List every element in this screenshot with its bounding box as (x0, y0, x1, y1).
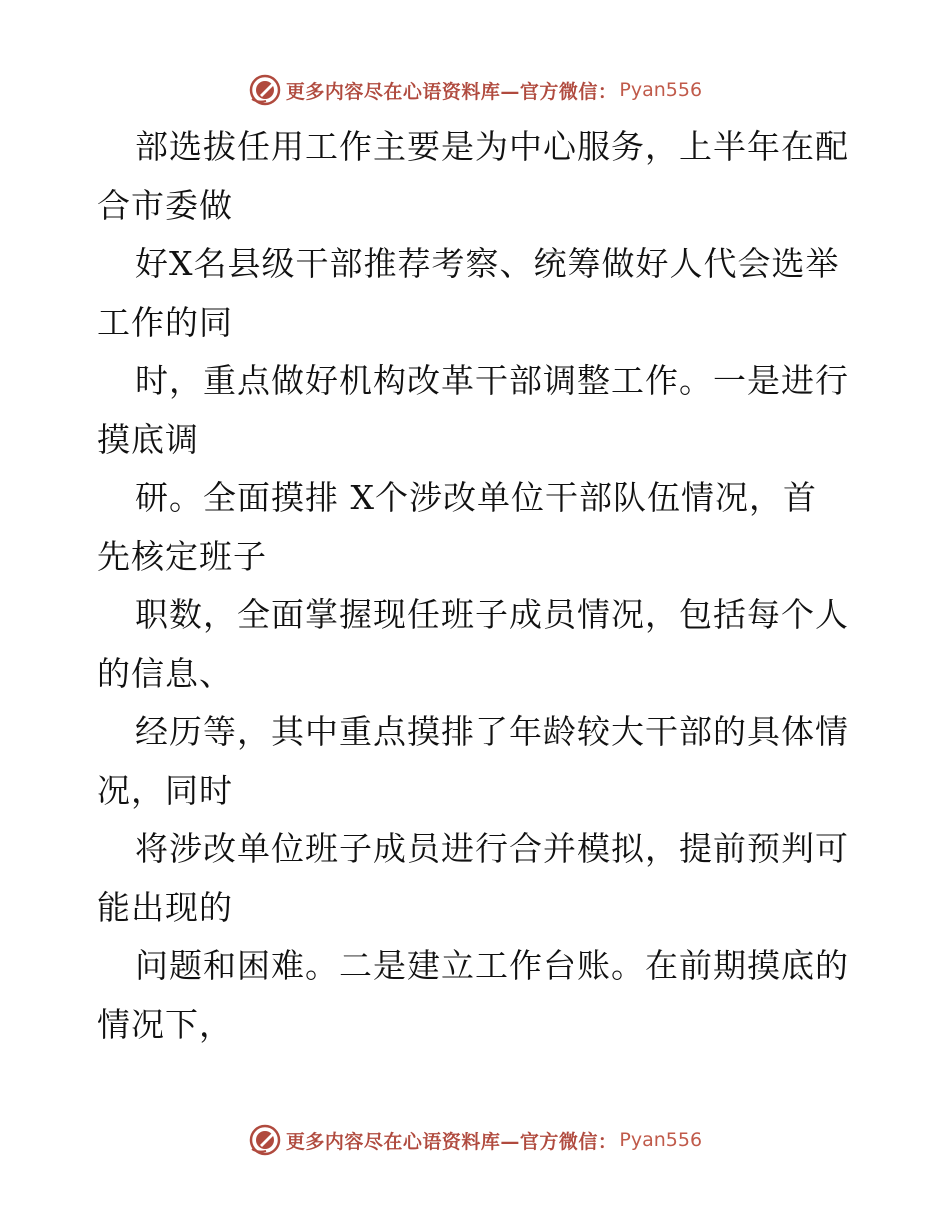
text-line: 经历等，其中重点摸排了年龄较大干部的具体情 (135, 712, 849, 751)
text-line: 部选拔任用工作主要是为中心服务，上半年在配 (135, 127, 849, 166)
pen-seal-logo-icon (248, 73, 282, 107)
text-line: 摸底调 (97, 419, 199, 459)
text-line: 况，同时 (97, 770, 233, 810)
pen-seal-logo-icon (248, 1123, 282, 1157)
text-line: 时，重点做好机构改革干部调整工作。一是进行 (135, 361, 849, 400)
header-text: 更多内容尽在心语资料库—官方微信： (285, 80, 618, 103)
header-banner (0, 70, 950, 110)
text-line: 职数，全面掌握现任班子成员情况，包括每个人 (135, 595, 849, 634)
footer-account: Pyan556 (619, 1129, 703, 1151)
text-line: 好X名县级干部推荐考察、统筹做好人代会选举 (135, 244, 840, 283)
text-line: 先核定班子 (97, 536, 267, 576)
text-line: 合市委做 (97, 185, 233, 225)
footer-text: 更多内容尽在心语资料库—官方微信： (285, 1130, 618, 1153)
text-line: 能出现的 (97, 887, 233, 927)
header-account: Pyan556 (619, 79, 703, 101)
text-line: 问题和困难。二是建立工作台账。在前期摸底的 (135, 946, 849, 985)
document-body (97, 118, 867, 1054)
text-line: 将涉改单位班子成员进行合并模拟，提前预判可 (135, 829, 849, 868)
text-line: 研。全面摸排 X个涉改单位干部队伍情况，首 (135, 478, 817, 517)
text-line: 情况下， (97, 1004, 233, 1044)
text-line: 的信息、 (97, 653, 233, 693)
text-line: 工作的同 (97, 302, 233, 342)
footer-banner (0, 1120, 950, 1160)
